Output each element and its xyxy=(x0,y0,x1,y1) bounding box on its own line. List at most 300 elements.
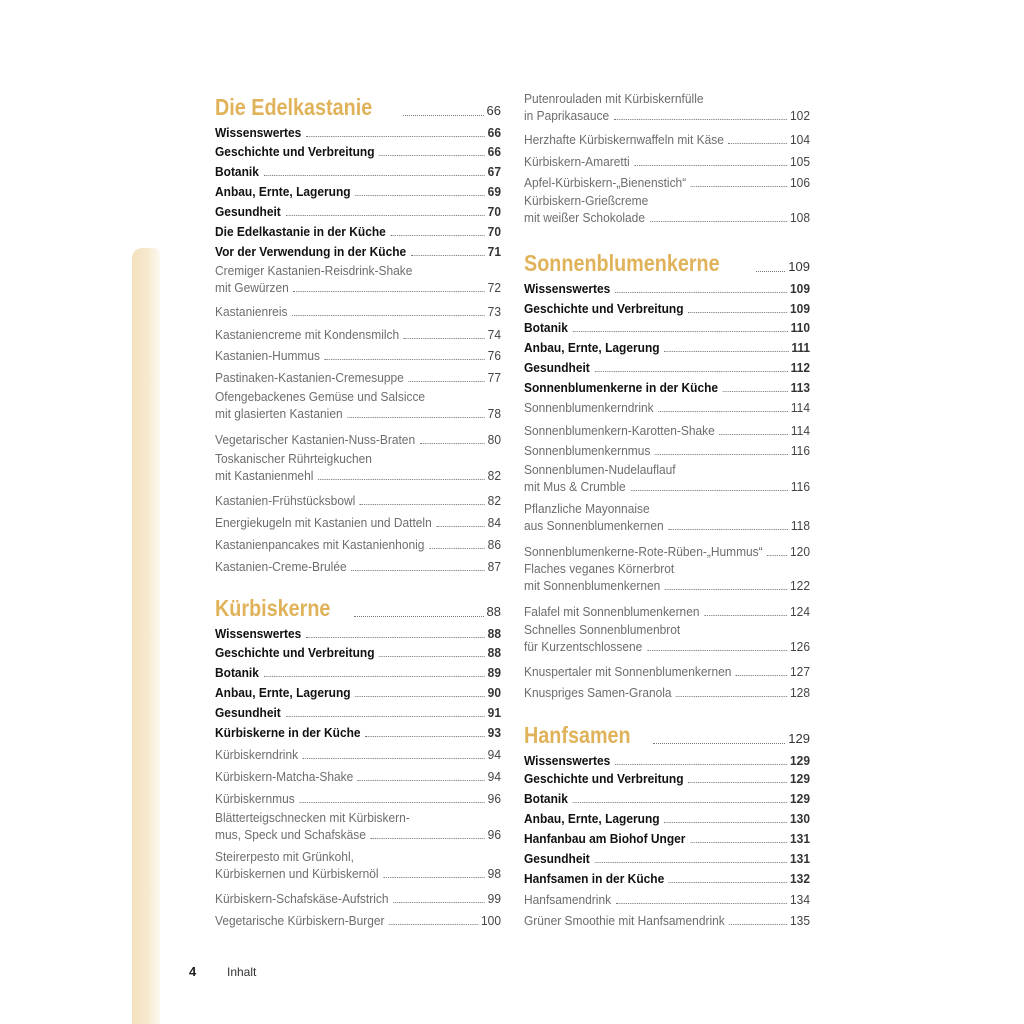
leader-dots xyxy=(365,736,485,737)
toc-page-number: 131 xyxy=(790,851,810,866)
toc-entry[interactable] xyxy=(215,644,501,661)
section-page-number: 129 xyxy=(788,731,810,746)
section-title: Kürbiskerne xyxy=(215,595,331,621)
toc-entry-title: Kastanien-Hummus xyxy=(215,348,321,363)
toc-entry[interactable] xyxy=(215,183,501,200)
leader-dots xyxy=(436,526,485,527)
toc-entry-text xyxy=(215,809,501,843)
toc-entry[interactable] xyxy=(524,770,810,787)
toc-page-number: 80 xyxy=(487,432,501,447)
leader-dots xyxy=(383,877,485,878)
toc-entry[interactable] xyxy=(215,143,501,160)
toc-page-number: 114 xyxy=(790,400,810,415)
toc-entry-title: Botanik xyxy=(524,320,568,335)
leader-dots xyxy=(614,119,788,120)
toc-page-number: 67 xyxy=(487,164,501,179)
section-page-number: 109 xyxy=(788,259,810,274)
footer-page-number: 4 xyxy=(189,964,197,979)
toc-page-number: 116 xyxy=(790,443,810,458)
toc-page-number: 135 xyxy=(790,913,810,928)
toc-page-number: 84 xyxy=(487,515,501,530)
section-title: Sonnenblumenkerne xyxy=(524,250,720,276)
leader-dots xyxy=(665,589,787,590)
toc-page-number: 122 xyxy=(790,578,810,593)
toc-entry[interactable] xyxy=(215,809,501,843)
toc-entry-line1: Toskanischer Rührteigkuchen xyxy=(215,451,372,466)
leader-dots xyxy=(650,221,788,222)
leader-dots xyxy=(263,175,484,176)
toc-page-number: 129 xyxy=(790,771,810,786)
toc-entry[interactable] xyxy=(215,450,501,484)
toc-entry-title: Knuspertaler mit Sonnenblumenkernen xyxy=(524,664,732,679)
toc-entry[interactable] xyxy=(215,724,501,741)
leader-dots xyxy=(306,637,485,638)
toc-entry[interactable] xyxy=(524,912,810,929)
toc-entry[interactable] xyxy=(215,223,501,240)
footer-label: Inhalt xyxy=(227,965,257,979)
toc-entry-title: Wissenswertes xyxy=(215,626,302,641)
leader-dots xyxy=(411,255,485,256)
toc-entry-title: Kürbiskern-Amaretti xyxy=(524,154,630,169)
toc-entry-title: Geschichte und Verbreitung xyxy=(524,771,684,786)
toc-entry-title: Vegetarischer Kastanien-Nuss-Braten xyxy=(215,432,416,447)
toc-entry-text xyxy=(524,192,810,226)
toc-entry[interactable] xyxy=(524,153,810,170)
toc-page-number: 96 xyxy=(487,791,501,806)
toc-entry-line1: Flaches veganes Körnerbrot xyxy=(524,561,675,576)
section-page-number: 88 xyxy=(486,604,501,619)
toc-entry[interactable] xyxy=(524,891,810,908)
toc-page-number: 129 xyxy=(790,791,810,806)
leader-dots xyxy=(728,143,787,144)
toc-entry-title: Anbau, Ernte, Lagerung xyxy=(524,340,660,355)
toc-page-number: 73 xyxy=(487,304,501,319)
toc-entry-title: Geschichte und Verbreitung xyxy=(524,301,684,316)
leader-dots xyxy=(630,490,788,491)
toc-page-number: 124 xyxy=(790,604,810,619)
toc-entry[interactable] xyxy=(524,461,810,495)
toc-page-number: 66 xyxy=(487,144,501,159)
toc-page-number: 109 xyxy=(790,281,810,296)
toc-entry[interactable] xyxy=(524,560,810,594)
toc-entry[interactable] xyxy=(524,830,810,847)
toc-entry-line2: mit Gewürzen xyxy=(215,280,289,295)
toc-entry-title: Anbau, Ernte, Lagerung xyxy=(215,685,351,700)
leader-dots xyxy=(429,548,485,549)
toc-entry[interactable] xyxy=(215,262,501,296)
toc-entry[interactable] xyxy=(524,131,810,148)
leader-dots xyxy=(371,838,485,839)
toc-entry-title: Kürbiskern-Matcha-Shake xyxy=(215,769,354,784)
toc-page-number: 126 xyxy=(790,639,810,654)
toc-entry[interactable] xyxy=(215,163,501,180)
toc-entry[interactable] xyxy=(524,300,810,317)
leader-dots xyxy=(347,417,485,418)
leader-dots xyxy=(420,443,485,444)
toc-entry-title: Anbau, Ernte, Lagerung xyxy=(524,811,660,826)
toc-entry-title: Gesundheit xyxy=(215,204,281,219)
section-title: Die Edelkastanie xyxy=(215,94,373,120)
leader-dots xyxy=(393,902,485,903)
leader-dots xyxy=(676,696,787,697)
toc-entry-line1: Kürbiskern-Grießcreme xyxy=(524,193,649,208)
leader-dots xyxy=(293,291,485,292)
toc-entry-title: Sonnenblumenkerndrink xyxy=(524,400,654,415)
toc-entry-text xyxy=(524,500,810,534)
leader-dots xyxy=(285,716,485,717)
leader-dots xyxy=(615,764,787,765)
toc-page-number: 71 xyxy=(487,244,501,259)
toc-entry[interactable] xyxy=(524,752,810,769)
toc-entry[interactable] xyxy=(215,912,501,929)
leader-dots xyxy=(390,235,484,236)
toc-page-number: 131 xyxy=(790,831,810,846)
leader-dots xyxy=(389,924,478,925)
leader-dots xyxy=(616,903,788,904)
toc-entry-title: Hanfanbau am Biohof Unger xyxy=(524,831,686,846)
toc-entry-line2: mit glasierten Kastanien xyxy=(215,406,343,421)
toc-entry[interactable] xyxy=(524,339,810,356)
toc-entry[interactable] xyxy=(524,621,810,655)
leader-dots xyxy=(664,822,787,823)
toc-page-number: 120 xyxy=(790,544,810,559)
toc-page-number: 105 xyxy=(790,154,810,169)
toc-entry[interactable] xyxy=(215,768,501,785)
toc-page-number: 106 xyxy=(790,175,810,190)
toc-entry-title: Botanik xyxy=(215,665,259,680)
toc-page-number: 129 xyxy=(790,753,810,768)
toc-entry-line2: aus Sonnenblumenkernen xyxy=(524,518,664,533)
leader-dots xyxy=(655,454,788,455)
toc-page-number: 116 xyxy=(790,479,810,494)
section-page-number: 66 xyxy=(486,103,501,118)
toc-entry-title: Sonnenblumenkernmus xyxy=(524,443,651,458)
toc-page-number: 112 xyxy=(790,360,810,375)
toc-entry[interactable] xyxy=(524,870,810,887)
toc-entry-text xyxy=(524,461,810,495)
toc-entry-title: Kürbiskernmus xyxy=(215,791,295,806)
toc-entry-line2-wrap xyxy=(215,405,501,422)
section-heading[interactable] xyxy=(524,722,810,748)
toc-page-number: 89 xyxy=(487,665,501,680)
toc-entry-line1: Pflanzliche Mayonnaise xyxy=(524,501,650,516)
toc-entry-title: Wissenswertes xyxy=(524,753,611,768)
toc-entry[interactable] xyxy=(215,848,501,882)
toc-entry-title: Apfel-Kürbiskern-„Bienenstich“ xyxy=(524,175,687,190)
toc-entry[interactable] xyxy=(215,388,501,422)
toc-entry[interactable] xyxy=(524,663,810,680)
toc-entry[interactable] xyxy=(215,303,501,320)
toc-entry[interactable] xyxy=(215,536,501,553)
watercolor-decoration xyxy=(132,248,160,1024)
toc-entry-line2-wrap xyxy=(524,577,810,594)
toc-entry-text xyxy=(215,262,501,296)
toc-page-number: 100 xyxy=(481,913,501,928)
leader-dots xyxy=(263,676,484,677)
leader-dots xyxy=(767,555,787,556)
leader-dots xyxy=(690,842,787,843)
leader-dots xyxy=(704,615,787,616)
leader-dots xyxy=(691,186,787,187)
toc-entry-line2-wrap xyxy=(215,467,501,484)
leader-dots xyxy=(594,371,788,372)
toc-page-number: 109 xyxy=(790,301,810,316)
toc-page-number: 72 xyxy=(487,280,501,295)
toc-entry[interactable] xyxy=(524,280,810,297)
toc-entry-text xyxy=(215,388,501,422)
toc-entry-text xyxy=(524,621,810,655)
leader-dots xyxy=(299,802,485,803)
toc-entry[interactable] xyxy=(215,558,501,575)
leader-dots xyxy=(351,570,485,571)
toc-page-number: 70 xyxy=(487,224,501,239)
toc-entry-line2: mit weißer Schokolade xyxy=(524,210,645,225)
leader-dots xyxy=(355,696,485,697)
toc-entry-line1: Ofengebackenes Gemüse und Salsicce xyxy=(215,389,426,404)
leader-dots xyxy=(325,359,485,360)
leader-dots xyxy=(647,650,787,651)
section-heading[interactable] xyxy=(215,595,501,621)
toc-entry-line2-wrap xyxy=(524,638,810,655)
toc-entry-title: Kastanien-Creme-Brulée xyxy=(215,559,347,574)
toc-page-number: 74 xyxy=(487,327,501,342)
toc-entry-line2-wrap xyxy=(524,478,810,495)
toc-entry-title: Kastanienpancakes mit Kastanienhonig xyxy=(215,537,425,552)
toc-page-number: 132 xyxy=(790,871,810,886)
leader-dots xyxy=(360,504,485,505)
toc-entry-title: Kastanienreis xyxy=(215,304,288,319)
toc-entry-title: Botanik xyxy=(524,791,568,806)
leader-dots xyxy=(736,675,787,676)
toc-entry-text xyxy=(215,450,501,484)
toc-entry-title: Grüner Smoothie mit Hanfsamendrink xyxy=(524,913,725,928)
toc-page-number: 108 xyxy=(790,210,810,225)
toc-entry-line2: mus, Speck und Schafskäse xyxy=(215,827,366,842)
toc-entry-title: Knuspriges Samen-Granola xyxy=(524,685,672,700)
toc-entry-line1: Sonnenblumen-Nudelauflauf xyxy=(524,462,676,477)
toc-entry[interactable] xyxy=(215,203,501,220)
toc-entry[interactable] xyxy=(524,379,810,396)
leader-dots xyxy=(572,331,787,332)
toc-page-number: 76 xyxy=(487,348,501,363)
leader-dots xyxy=(719,434,788,435)
toc-entry-line2-wrap xyxy=(524,209,810,226)
leader-dots xyxy=(664,351,788,352)
leader-dots xyxy=(358,780,485,781)
toc-entry[interactable] xyxy=(524,543,810,560)
leader-dots xyxy=(292,315,485,316)
toc-entry-line2: in Paprikasauce xyxy=(524,108,610,123)
section-heading[interactable] xyxy=(524,250,810,276)
toc-page-number: 104 xyxy=(790,132,810,147)
section-title: Hanfsamen xyxy=(524,722,631,748)
toc-entry-line2: mit Kastanienmehl xyxy=(215,468,314,483)
leader-dots xyxy=(306,136,485,137)
toc-page-number: 94 xyxy=(487,769,501,784)
toc-entry[interactable] xyxy=(215,124,501,141)
toc-entry[interactable] xyxy=(524,810,810,827)
section-heading[interactable] xyxy=(215,94,501,120)
toc-page-number: 98 xyxy=(487,866,501,881)
toc-page-number: 96 xyxy=(487,827,501,842)
leader-dots xyxy=(615,292,787,293)
toc-entry[interactable] xyxy=(524,90,810,124)
leader-dots xyxy=(688,312,787,313)
toc-entry[interactable] xyxy=(215,704,501,721)
toc-entry-title: Sonnenblumenkerne in der Küche xyxy=(524,380,719,395)
toc-entry[interactable] xyxy=(524,850,810,867)
toc-entry-title: Gesundheit xyxy=(524,851,590,866)
toc-entry-title: Wissenswertes xyxy=(215,125,302,140)
toc-entry-line2-wrap xyxy=(524,517,810,534)
toc-entry-title: Kürbiskerne in der Küche xyxy=(215,725,361,740)
toc-entry-title: Geschichte und Verbreitung xyxy=(215,645,375,660)
toc-entry-title: Wissenswertes xyxy=(524,281,611,296)
toc-page-number: 88 xyxy=(487,626,501,641)
toc-entry-line1: Steirerpesto mit Grünkohl, xyxy=(215,849,354,864)
toc-entry-line1: Cremiger Kastanien-Reisdrink-Shake xyxy=(215,263,413,278)
toc-entry-title: Vor der Verwendung in der Küche xyxy=(215,244,407,259)
toc-entry-title: Falafel mit Sonnenblumenkernen xyxy=(524,604,700,619)
toc-entry[interactable] xyxy=(524,174,810,191)
toc-entry-title: Hanfsamen in der Küche xyxy=(524,871,665,886)
toc-page-number: 130 xyxy=(790,811,810,826)
toc-entry[interactable] xyxy=(524,422,810,439)
toc-entry[interactable] xyxy=(215,326,501,343)
toc-entry[interactable] xyxy=(215,746,501,763)
toc-entry-title: Geschichte und Verbreitung xyxy=(215,144,375,159)
toc-page-number: 114 xyxy=(790,423,810,438)
toc-entry-title: Die Edelkastanie in der Küche xyxy=(215,224,386,239)
toc-entry[interactable] xyxy=(215,625,501,642)
leader-dots xyxy=(404,338,485,339)
toc-entry[interactable] xyxy=(524,319,810,336)
leader-dots xyxy=(729,924,787,925)
toc-entry-line1: Putenrouladen mit Kürbiskernfülle xyxy=(524,91,704,106)
toc-entry[interactable] xyxy=(524,192,810,226)
toc-page-number: 93 xyxy=(487,725,501,740)
leader-dots xyxy=(688,782,787,783)
toc-entry-title: Kastaniencreme mit Kondensmilch xyxy=(215,327,400,342)
toc-entry-title: Kastanien-Frühstücksbowl xyxy=(215,493,356,508)
toc-page-number: 127 xyxy=(790,664,810,679)
toc-entry-title: Energiekugeln mit Kastanien und Datteln xyxy=(215,515,432,530)
toc-entry[interactable] xyxy=(524,442,810,459)
leader-dots xyxy=(355,195,485,196)
toc-entry-line1: Blätterteigschnecken mit Kürbiskern- xyxy=(215,810,410,825)
toc-page-number: 90 xyxy=(487,685,501,700)
toc-page-number: 111 xyxy=(791,340,810,355)
leader-dots xyxy=(285,215,485,216)
leader-dots xyxy=(634,165,787,166)
toc-entry[interactable] xyxy=(524,359,810,376)
toc-entry[interactable] xyxy=(215,664,501,681)
toc-page-number: 91 xyxy=(487,705,501,720)
toc-entry-line2-wrap xyxy=(215,279,501,296)
toc-entry-line2-wrap xyxy=(215,826,501,843)
leader-dots xyxy=(379,656,485,657)
toc-page-number: 110 xyxy=(790,320,810,335)
toc-entry[interactable] xyxy=(215,369,501,386)
toc-entry[interactable] xyxy=(524,790,810,807)
toc-page-number: 66 xyxy=(487,125,501,140)
toc-page-number: 128 xyxy=(790,685,810,700)
leader-dots xyxy=(318,479,485,480)
toc-page-number: 87 xyxy=(487,559,501,574)
toc-entry-title: Pastinaken-Kastanien-Cremesuppe xyxy=(215,370,404,385)
toc-entry-title: Kürbiskerndrink xyxy=(215,747,299,762)
leader-dots xyxy=(354,616,483,617)
toc-entry-title: Sonnenblumenkern-Karotten-Shake xyxy=(524,423,715,438)
toc-entry[interactable] xyxy=(215,347,501,364)
leader-dots xyxy=(572,802,787,803)
toc-page-number: 118 xyxy=(790,518,810,533)
toc-entry-text xyxy=(215,848,501,882)
toc-entry-line2-wrap xyxy=(524,107,810,124)
toc-entry[interactable] xyxy=(524,684,810,701)
toc-entry-title: Hanfsamendrink xyxy=(524,892,612,907)
toc-entry-title: Gesundheit xyxy=(215,705,281,720)
toc-page-number: 134 xyxy=(790,892,810,907)
leader-dots xyxy=(408,381,485,382)
toc-entry-title: Gesundheit xyxy=(524,360,590,375)
toc-entry-text xyxy=(524,560,810,594)
toc-entry-title: Herzhafte Kürbiskernwaffeln mit Käse xyxy=(524,132,724,147)
leader-dots xyxy=(303,758,485,759)
toc-entry-line2: mit Mus & Crumble xyxy=(524,479,626,494)
toc-entry-title: Kürbiskern-Schafskäse-Aufstrich xyxy=(215,891,389,906)
toc-page-number: 70 xyxy=(487,204,501,219)
leader-dots xyxy=(594,862,787,863)
toc-entry[interactable] xyxy=(524,500,810,534)
toc-entry-line2: Kürbiskernen und Kürbiskernöl xyxy=(215,866,379,881)
toc-page-number: 86 xyxy=(487,537,501,552)
leader-dots xyxy=(756,271,785,272)
toc-entry-title: Sonnenblumenkerne-Rote-Rüben-„Hummus“ xyxy=(524,544,763,559)
toc-entry[interactable] xyxy=(215,514,501,531)
toc-page-number: 82 xyxy=(487,468,501,483)
leader-dots xyxy=(668,529,788,530)
leader-dots xyxy=(379,155,485,156)
toc-page-number: 69 xyxy=(487,184,501,199)
toc-page-number: 99 xyxy=(487,891,501,906)
toc-page-number: 77 xyxy=(487,370,501,385)
toc-entry-text xyxy=(524,90,810,124)
toc-entry[interactable] xyxy=(215,790,501,807)
toc-entry[interactable] xyxy=(215,431,501,448)
leader-dots xyxy=(669,882,787,883)
toc-entry-line2-wrap xyxy=(215,865,501,882)
toc-entry[interactable] xyxy=(524,399,810,416)
toc-entry[interactable] xyxy=(215,890,501,907)
toc-page-number: 88 xyxy=(487,645,501,660)
toc-entry[interactable] xyxy=(524,603,810,620)
toc-page-number: 78 xyxy=(487,406,501,421)
toc-entry[interactable] xyxy=(215,243,501,260)
toc-entry[interactable] xyxy=(215,684,501,701)
toc-entry-line2: für Kurzentschlossene xyxy=(524,639,643,654)
toc-page-number: 94 xyxy=(487,747,501,762)
leader-dots xyxy=(658,411,788,412)
toc-entry-title: Botanik xyxy=(215,164,259,179)
toc-entry-line2: mit Sonnenblumenkernen xyxy=(524,578,661,593)
toc-page-number: 102 xyxy=(790,108,810,123)
toc-entry-line1: Schnelles Sonnenblumenbrot xyxy=(524,622,681,637)
toc-entry-title: Anbau, Ernte, Lagerung xyxy=(215,184,351,199)
leader-dots xyxy=(723,391,788,392)
toc-entry[interactable] xyxy=(215,492,501,509)
toc-entry-title: Vegetarische Kürbiskern-Burger xyxy=(215,913,385,928)
